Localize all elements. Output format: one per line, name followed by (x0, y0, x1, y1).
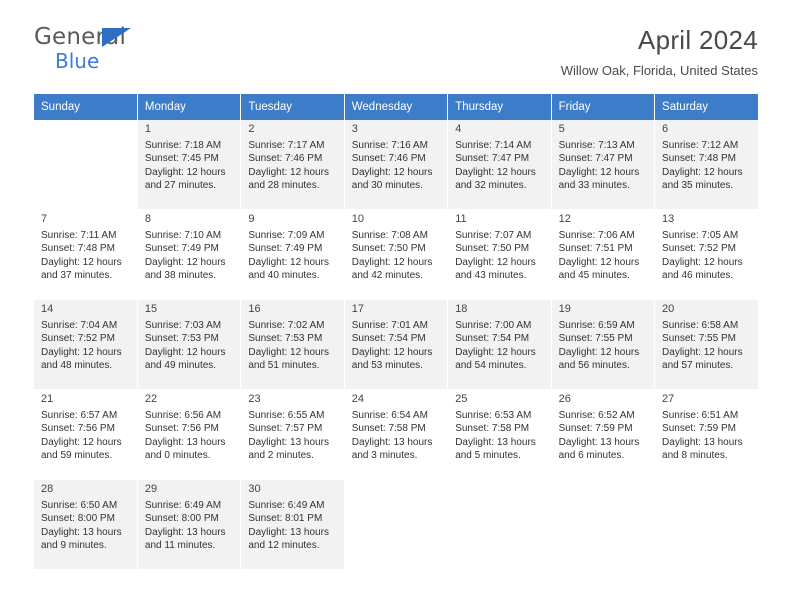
daylight-text-1: Daylight: 13 hours (41, 526, 122, 538)
day-cell[interactable] (137, 210, 240, 300)
daylight-text-2: and 59 minutes. (41, 450, 113, 462)
daylight-text-1: Daylight: 13 hours (351, 436, 433, 448)
day-cell[interactable] (448, 120, 551, 210)
sunrise-text: Sunrise: 7:01 AM (351, 319, 428, 331)
daylight-text-2: and 0 minutes. (144, 450, 211, 462)
day-cell[interactable] (137, 390, 240, 480)
calendar-week-row (34, 210, 758, 300)
daylight-text-1: Daylight: 12 hours (351, 166, 433, 178)
sunrise-text: Sunrise: 7:09 AM (248, 229, 325, 241)
sunset-text: Sunset: 7:52 PM (662, 243, 736, 255)
page-title: April 2024 (637, 25, 758, 55)
day-cell[interactable] (34, 210, 137, 300)
sunrise-text: Sunrise: 7:03 AM (144, 319, 222, 331)
location-subtitle: Willow Oak, Florida, United States (560, 63, 758, 78)
day-number: 11 (455, 213, 467, 225)
daylight-text-2: and 56 minutes. (558, 360, 630, 372)
logo-text-blue: Blue (55, 49, 100, 73)
sunrise-text: Sunrise: 7:17 AM (248, 139, 325, 151)
day-cell[interactable] (241, 120, 344, 210)
day-number: 21 (41, 393, 54, 405)
daylight-text-2: and 54 minutes. (455, 360, 527, 372)
day-number: 28 (41, 483, 54, 495)
daylight-text-2: and 53 minutes. (351, 360, 423, 372)
sunrise-text: Sunrise: 7:12 AM (662, 139, 739, 151)
day-number: 14 (41, 303, 54, 315)
day-number: 19 (558, 303, 571, 315)
day-number: 3 (351, 123, 358, 135)
day-cell[interactable] (448, 390, 551, 480)
daylight-text-1: Daylight: 12 hours (41, 436, 122, 448)
day-number: 7 (41, 213, 48, 225)
logo-text-general: General (34, 24, 127, 50)
day-cell[interactable] (241, 480, 344, 570)
sunrise-text: Sunrise: 6:59 AM (558, 319, 635, 331)
sunrise-text: Sunrise: 7:08 AM (351, 229, 428, 241)
day-number: 10 (351, 213, 365, 225)
sunset-text: Sunset: 7:58 PM (351, 423, 426, 435)
sunset-text: Sunset: 7:48 PM (41, 243, 115, 255)
sunset-text: Sunset: 7:46 PM (248, 153, 323, 165)
daylight-text-2: and 30 minutes. (351, 180, 423, 192)
sunset-text: Sunset: 7:49 PM (144, 243, 219, 255)
day-cell[interactable] (448, 300, 551, 390)
daylight-text-1: Daylight: 12 hours (662, 256, 743, 268)
day-number: 30 (248, 483, 261, 495)
daylight-text-2: and 51 minutes. (248, 360, 320, 372)
daylight-text-2: and 2 minutes. (248, 450, 314, 462)
daylight-text-2: and 43 minutes. (455, 270, 527, 282)
day-cell[interactable] (34, 480, 137, 570)
daylight-text-2: and 57 minutes. (662, 360, 734, 372)
sunset-text: Sunset: 7:55 PM (662, 333, 736, 345)
daylight-text-1: Daylight: 12 hours (248, 256, 329, 268)
calendar-table (34, 94, 758, 570)
sunrise-text: Sunrise: 7:00 AM (455, 319, 532, 331)
day-cell[interactable] (137, 120, 240, 210)
daylight-text-2: and 45 minutes. (558, 270, 630, 282)
sunset-text: Sunset: 7:56 PM (41, 423, 115, 435)
sunrise-text: Sunrise: 6:50 AM (41, 499, 118, 511)
calendar-week-row (34, 120, 758, 210)
sunrise-text: Sunrise: 7:18 AM (144, 139, 222, 151)
daylight-text-2: and 49 minutes. (144, 360, 217, 372)
day-number: 24 (351, 393, 365, 405)
sunset-text: Sunset: 7:55 PM (558, 333, 633, 345)
sunset-text: Sunset: 7:59 PM (662, 423, 736, 435)
day-number: 25 (455, 393, 468, 405)
day-cell[interactable] (344, 300, 447, 390)
day-cell[interactable] (344, 120, 447, 210)
sunrise-text: Sunrise: 7:14 AM (455, 139, 532, 151)
sunrise-text: Sunrise: 6:49 AM (248, 499, 325, 511)
daylight-text-1: Daylight: 13 hours (248, 436, 329, 448)
day-cell[interactable] (655, 210, 758, 300)
sunrise-text: Sunrise: 6:53 AM (455, 409, 532, 421)
daylight-text-1: Daylight: 13 hours (144, 526, 226, 538)
sunset-text: Sunset: 7:51 PM (558, 243, 633, 255)
day-number: 1 (144, 123, 152, 135)
daylight-text-1: Daylight: 12 hours (41, 346, 122, 358)
daylight-text-1: Daylight: 12 hours (455, 256, 536, 268)
daylight-text-1: Daylight: 12 hours (248, 166, 329, 178)
day-cell[interactable] (655, 120, 758, 210)
daylight-text-1: Daylight: 13 hours (144, 436, 226, 448)
day-number: 17 (351, 303, 365, 315)
weekday-header-saturday: Saturday (655, 94, 758, 120)
daylight-text-2: and 6 minutes. (558, 450, 625, 462)
sunrise-text: Sunrise: 6:56 AM (144, 409, 222, 421)
daylight-text-1: Daylight: 12 hours (662, 346, 743, 358)
daylight-text-2: and 46 minutes. (662, 270, 734, 282)
day-number: 23 (248, 393, 261, 405)
daylight-text-2: and 12 minutes. (248, 540, 320, 552)
sunset-text: Sunset: 7:48 PM (662, 153, 736, 165)
sunrise-text: Sunrise: 7:02 AM (248, 319, 325, 331)
day-number: 22 (144, 393, 158, 405)
daylight-text-1: Daylight: 13 hours (558, 436, 640, 448)
sunset-text: Sunset: 8:00 PM (41, 513, 115, 525)
day-number: 15 (144, 303, 158, 315)
sunset-text: Sunset: 7:50 PM (351, 243, 426, 255)
day-cell (344, 480, 447, 570)
sunrise-text: Sunrise: 7:06 AM (558, 229, 635, 241)
sunset-text: Sunset: 7:59 PM (558, 423, 633, 435)
daylight-text-2: and 8 minutes. (662, 450, 728, 462)
daylight-text-2: and 33 minutes. (558, 180, 630, 192)
daylight-text-1: Daylight: 12 hours (662, 166, 743, 178)
sunrise-text: Sunrise: 7:10 AM (144, 229, 222, 241)
day-cell[interactable] (344, 390, 447, 480)
day-number: 18 (455, 303, 468, 315)
day-cell[interactable] (241, 300, 344, 390)
daylight-text-1: Daylight: 12 hours (558, 166, 640, 178)
day-cell[interactable] (448, 210, 551, 300)
day-cell[interactable] (241, 210, 344, 300)
sunrise-text: Sunrise: 7:07 AM (455, 229, 532, 241)
flag-icon (102, 28, 131, 47)
day-cell[interactable] (137, 480, 240, 570)
daylight-text-2: and 11 minutes. (144, 540, 216, 552)
daylight-text-1: Daylight: 13 hours (248, 526, 329, 538)
day-cell[interactable] (551, 120, 654, 210)
sunrise-text: Sunrise: 7:16 AM (351, 139, 428, 151)
daylight-text-2: and 37 minutes. (41, 270, 113, 282)
day-number: 20 (662, 303, 675, 315)
day-number: 12 (558, 213, 571, 225)
day-number: 2 (248, 123, 255, 135)
sunset-text: Sunset: 7:58 PM (455, 423, 530, 435)
day-number: 5 (558, 123, 565, 135)
sunrise-text: Sunrise: 6:55 AM (248, 409, 325, 421)
weekday-header-thursday: Thursday (448, 94, 551, 120)
sunset-text: Sunset: 7:53 PM (248, 333, 323, 345)
daylight-text-1: Daylight: 12 hours (455, 166, 536, 178)
sunset-text: Sunset: 7:52 PM (41, 333, 115, 345)
daylight-text-1: Daylight: 12 hours (144, 166, 226, 178)
calendar-week-row (34, 480, 758, 570)
sunrise-text: Sunrise: 6:49 AM (144, 499, 222, 511)
sunset-text: Sunset: 8:00 PM (144, 513, 219, 525)
daylight-text-1: Daylight: 12 hours (41, 256, 122, 268)
weekday-header-wednesday: Wednesday (344, 94, 447, 120)
sunrise-text: Sunrise: 7:05 AM (662, 229, 739, 241)
day-number: 26 (558, 393, 571, 405)
day-cell[interactable] (551, 300, 654, 390)
daylight-text-2: and 38 minutes. (144, 270, 217, 282)
daylight-text-1: Daylight: 12 hours (248, 346, 329, 358)
day-cell[interactable] (241, 390, 344, 480)
sunset-text: Sunset: 7:56 PM (144, 423, 219, 435)
daylight-text-2: and 40 minutes. (248, 270, 320, 282)
daylight-text-2: and 5 minutes. (455, 450, 521, 462)
daylight-text-2: and 42 minutes. (351, 270, 423, 282)
day-cell[interactable] (551, 210, 654, 300)
daylight-text-2: and 28 minutes. (248, 180, 320, 192)
daylight-text-1: Daylight: 12 hours (558, 346, 640, 358)
daylight-text-1: Daylight: 12 hours (351, 256, 433, 268)
sunset-text: Sunset: 7:45 PM (144, 153, 219, 165)
generalblue-logo (34, 26, 126, 71)
day-cell[interactable] (137, 300, 240, 390)
daylight-text-1: Daylight: 12 hours (144, 256, 226, 268)
sunset-text: Sunset: 7:54 PM (351, 333, 426, 345)
daylight-text-1: Daylight: 13 hours (455, 436, 536, 448)
sunrise-text: Sunrise: 6:57 AM (41, 409, 118, 421)
day-cell[interactable] (655, 300, 758, 390)
sunrise-text: Sunrise: 6:52 AM (558, 409, 635, 421)
sunrise-text: Sunrise: 6:58 AM (662, 319, 739, 331)
daylight-text-2: and 48 minutes. (41, 360, 113, 372)
weekday-header-sunday: Sunday (34, 94, 137, 120)
page-header (34, 0, 758, 78)
day-cell[interactable] (34, 300, 137, 390)
daylight-text-2: and 3 minutes. (351, 450, 418, 462)
day-cell (551, 480, 654, 570)
sunset-text: Sunset: 7:57 PM (248, 423, 323, 435)
daylight-text-1: Daylight: 12 hours (351, 346, 433, 358)
day-number: 16 (248, 303, 261, 315)
daylight-text-1: Daylight: 13 hours (662, 436, 743, 448)
day-number: 9 (248, 213, 255, 225)
sunset-text: Sunset: 7:54 PM (455, 333, 530, 345)
weekday-header-row (34, 94, 758, 120)
sunrise-text: Sunrise: 7:04 AM (41, 319, 118, 331)
calendar-week-row (34, 300, 758, 390)
sunset-text: Sunset: 8:01 PM (248, 513, 323, 525)
sunset-text: Sunset: 7:47 PM (455, 153, 530, 165)
day-number: 13 (662, 213, 675, 225)
sunset-text: Sunset: 7:50 PM (455, 243, 530, 255)
weekday-header-friday: Friday (551, 94, 654, 120)
daylight-text-1: Daylight: 12 hours (455, 346, 536, 358)
day-cell (655, 480, 758, 570)
weekday-header-monday: Monday (137, 94, 240, 120)
daylight-text-2: and 9 minutes. (41, 540, 107, 552)
sunset-text: Sunset: 7:49 PM (248, 243, 323, 255)
day-cell[interactable] (34, 390, 137, 480)
weekday-header-tuesday: Tuesday (241, 94, 344, 120)
day-cell (34, 120, 137, 210)
daylight-text-2: and 32 minutes. (455, 180, 527, 192)
sunrise-text: Sunrise: 7:11 AM (41, 229, 117, 241)
daylight-text-2: and 35 minutes. (662, 180, 734, 192)
sunrise-text: Sunrise: 6:54 AM (351, 409, 428, 421)
daylight-text-2: and 27 minutes. (144, 180, 217, 192)
day-number: 8 (144, 213, 152, 225)
daylight-text-1: Daylight: 12 hours (558, 256, 640, 268)
day-cell[interactable] (344, 210, 447, 300)
day-cell[interactable] (551, 390, 654, 480)
sunset-text: Sunset: 7:47 PM (558, 153, 633, 165)
calendar-week-row (34, 390, 758, 480)
sunrise-text: Sunrise: 6:51 AM (662, 409, 739, 421)
day-number: 29 (144, 483, 158, 495)
day-number: 4 (455, 123, 462, 135)
sunset-text: Sunset: 7:53 PM (144, 333, 219, 345)
day-cell (448, 480, 551, 570)
day-number: 6 (662, 123, 669, 135)
day-cell[interactable] (655, 390, 758, 480)
sunrise-text: Sunrise: 7:13 AM (558, 139, 635, 151)
sunset-text: Sunset: 7:46 PM (351, 153, 426, 165)
day-number: 27 (662, 393, 675, 405)
daylight-text-1: Daylight: 12 hours (144, 346, 226, 358)
